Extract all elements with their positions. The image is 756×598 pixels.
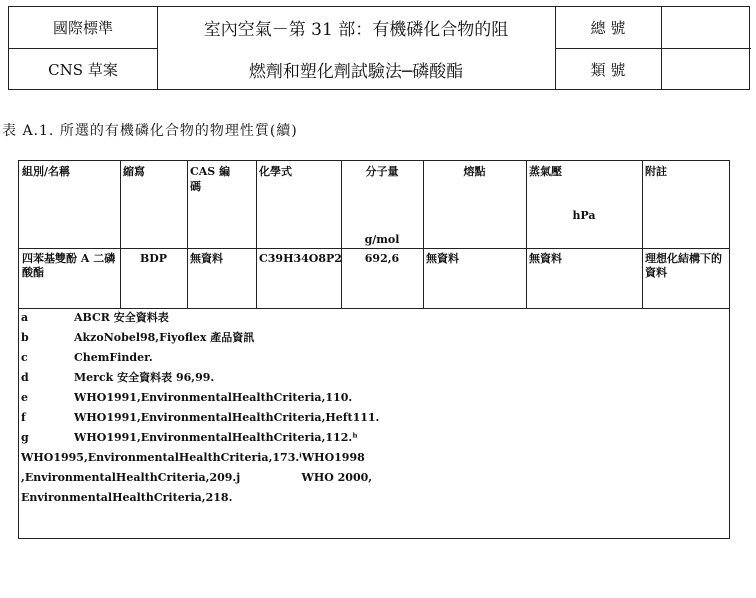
footnote-g: g WHO1991,EnvironmentalHealthCriteria,112.ʰ xyxy=(21,431,358,444)
col-header-mp: 熔點 xyxy=(463,165,486,178)
col-header-vp-unit: hPa xyxy=(572,209,596,222)
class-no-value xyxy=(661,48,751,90)
footnote-f: f WHO1991,EnvironmentalHealthCriteria,Heft111. xyxy=(21,411,380,424)
footnote-e: e WHO1991,EnvironmentalHealthCriteria,110. xyxy=(21,391,353,404)
cell-mp: 無資料 xyxy=(426,252,459,265)
col-header-mw-unit: g/mol xyxy=(364,233,400,246)
cell-name: 四苯基雙酚 A 二磷酸酯 xyxy=(22,252,116,279)
col-header-vp: 蒸氣壓 xyxy=(529,165,562,178)
table-footnotes xyxy=(19,308,729,508)
cns-label: CNS 草案 xyxy=(48,60,118,79)
table-caption: 表 A.1. 所選的有機磷化合物的物理性質(續) xyxy=(2,123,298,139)
cell-cas: 無資料 xyxy=(190,252,223,265)
cell-mw: 692,6 xyxy=(364,252,400,265)
col-header-name: 組別/名稱 xyxy=(22,165,71,178)
footnote-d: d Merck 安全資料表 96,99. xyxy=(21,371,215,384)
col-header-formula: 化學式 xyxy=(259,165,292,178)
col-header-abbr: 縮寫 xyxy=(123,165,145,178)
title-line-2: 燃劑和塑化劑試驗法─磷酸酯 xyxy=(248,61,464,82)
cell-note: 理想化結構下的資料 xyxy=(645,252,722,279)
total-no-value xyxy=(661,7,751,48)
class-no-label: 類 號 xyxy=(590,60,626,79)
col-header-mw: 分子量 xyxy=(365,165,399,178)
col-header-cas: CAS 編碼 xyxy=(190,165,231,193)
footnote-b: b AkzoNobel98,Fiyoflex 產品資訊 xyxy=(21,331,255,344)
properties-table xyxy=(18,160,730,539)
total-no-label: 總 號 xyxy=(590,19,626,37)
footnote-wrap-3: EnvironmentalHealthCriteria,218. xyxy=(21,491,233,504)
col-header-note: 附註 xyxy=(645,165,667,178)
standard-label: 國際標準 xyxy=(52,19,113,37)
footnote-a: a ABCR 安全資料表 xyxy=(21,311,169,324)
document-header xyxy=(8,6,750,90)
cell-formula: C39H34O8P2 xyxy=(259,252,342,265)
title-line-1: 室內空氣－第 31 部：有機磷化合物的阻 xyxy=(203,20,509,40)
footnote-wrap-2: ,EnvironmentalHealthCriteria,209.j WHO 2000, xyxy=(21,471,373,484)
cell-vp: 無資料 xyxy=(529,252,562,265)
footnote-wrap-1: WHO1995,EnvironmentalHealthCriteria,173.ⁱWHO1998 xyxy=(21,451,365,464)
footnote-c: c ChemFinder. xyxy=(21,351,153,364)
cell-abbr: BDP xyxy=(139,252,168,265)
